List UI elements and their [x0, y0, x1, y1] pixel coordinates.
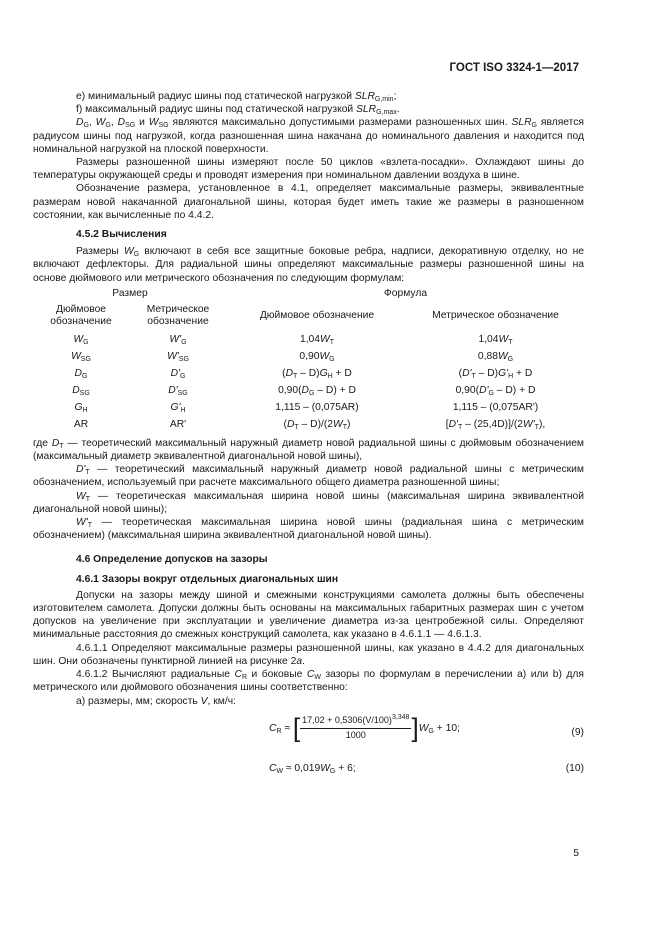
table-cell: $W'_{SG}$: [167, 350, 189, 363]
table-header-formula: Формула: [383, 288, 428, 300]
table-col-header: Дюймовое обозначение: [259, 309, 375, 321]
list-item-a: а) размеры, мм; скорость V, км/ч:: [76, 695, 236, 707]
table-cell: $1,04W_T$: [478, 333, 513, 346]
definition-dt-prime: $D'_T$ — теоретический максимальный наружный диаметр новой радиальной шины с метрическим обозначением, используемый при расчете максимального общего диаметра разношенной шины;: [33, 464, 584, 489]
table-row: [33, 331, 584, 348]
paragraph-measurement: Размеры разношенной шины измеряют после 50 циклов «взлета-посадки». Охлаждают шины до температуры окружающей среды и проводят измерения при номинальном давлении воздуха в шине.: [33, 157, 584, 182]
table-cell: 1,115 – (0,075AR'): [452, 401, 539, 413]
table-cell: $0,88W_G$: [477, 350, 514, 363]
table-cell: $0,90W_G$: [299, 350, 335, 363]
table-cell: $0,90(D'_G - D) + D$: [455, 384, 536, 397]
table-row: [33, 382, 584, 399]
table-col-header: Дюймовое обозначение: [50, 303, 112, 327]
table-cell: 1,115 – (0,075AR): [275, 401, 359, 413]
table-cell: $W_{SG}$: [71, 350, 91, 363]
paragraph-calculation: Размеры $W_G$ включают в себя все защитные боковые ребра, надписи, декоративную отделку, но не включают дефлекторы. Для радиальной шины определяют максимальные размеры разношенной шины на основе дюймового или метрического обозначения по следующим формулам:: [33, 246, 584, 284]
paragraph-designation: Обозначение размера, установленное в 4.1, определяет максимальные размеры, эквивалентные размерам новой накачанной диагональной шины, которая будет иметь такие же размеры в разношенном состоянии, как вычисленные по 4.4.2.: [33, 183, 584, 221]
table-cell: AR: [73, 418, 89, 430]
table-row: [33, 365, 584, 382]
list-item-e: e) минимальный радиус шины под статической нагрузкой $SLR_{G,min}$;: [76, 91, 397, 103]
page-body: [33, 90, 584, 784]
table-cell: $0,90(D_G - D) + D$: [278, 384, 356, 397]
list-item-f: f) максимальный радиус шины под статической нагрузкой $SLR_{G,max}$.: [76, 104, 400, 117]
table-col-header: Метрическое обозначение: [146, 303, 210, 327]
table-cell: $G_H$: [74, 401, 88, 414]
table-row: [33, 399, 584, 416]
table-cell: $(D_T - D)G_H + D$: [282, 367, 352, 380]
paragraph-4-6-1-1: 4.6.1.1 Определяют максимальные размеры разношенной шины, как указано в 4.4.2 для диагональных шин. Они обозначены пунктирной линией на рисунке 2а.: [33, 642, 584, 667]
table-cell: $D_G$: [74, 367, 88, 380]
paragraph-4-6-1-2: 4.6.1.2 Вычисляют радиальные $C_R$ и боковые $C_W$ зазоры по формулам в перечислении a) или b) для метрического или дюймового обозначения шины соответственно:: [33, 669, 585, 694]
table-cell: $W'_G$: [169, 333, 187, 346]
table-cell: $W_G$: [73, 333, 89, 346]
table-header-size: Размер: [112, 288, 148, 300]
equation-number-10: (10): [565, 762, 584, 774]
table-cell: $D_{SG}$: [72, 384, 90, 397]
table-cell: $D'_G$: [170, 367, 186, 380]
table-cell: $G'_H$: [170, 401, 186, 414]
equation-10: $C_W \approx 0,019W_G + 6$; (10): [269, 762, 584, 775]
table-cell: $D'_{SG}$: [168, 384, 188, 397]
section-heading-4-6: 4.6 Определение допусков на зазоры: [76, 554, 268, 566]
page-number: 5: [573, 848, 579, 859]
table-cell: $(D_T - D)/(2W_T)$: [283, 418, 351, 431]
section-heading-4-6-1: 4.6.1 Зазоры вокруг отдельных диагональных шин: [76, 573, 339, 585]
definitions: [33, 437, 584, 543]
formula-table: [33, 287, 584, 433]
paragraph-4-6-1: Допуски на зазоры между шиной и смежными конструкциями самолета должны быть обеспечены изготовителем самолета. Допуски должны быть основаны на максимальных габаритных размерах шин с учетом допусков на увеличение при эксплуатации и увеличение диаметра из-за центробежной силы. Определяют минимальные расстояния до смежных конструкций самолета, как указано в 4.6.1.1 — 4.6.1.3.: [33, 589, 584, 641]
definition-dt: где $D_T$ — теоретический максимальный наружный диаметр новой радиальной шины с дюймовым обозначением (максимальный диаметр эквивалентной диагональной новой шины),: [33, 437, 585, 463]
table-row: [33, 416, 584, 433]
table-cell: $[D'_T - (25,4D)]/(2W'_T)$,: [445, 418, 546, 431]
equation-number-9: (9): [571, 726, 584, 738]
table-cell: AR': [169, 418, 187, 430]
equation-9: $C_R$ ≈ [ $\frac{17,02 + 0,5306(V/100)^{3,348}}{1000}$ ]$W_G + 10$; (9): [269, 712, 584, 743]
table-col-header: Метрическое обозначение: [432, 309, 559, 321]
table-row: [33, 348, 584, 365]
table-cell: $(D'_T - D)G'_H + D$: [458, 367, 533, 380]
definition-wt-prime: $W'_T$ — теоретическая максимальная ширина новой шины (радиальная шина с метрическим обозначением) (максимальная ширина эквивалентной диагональной новой шины).: [33, 517, 584, 542]
standard-header: ГОСТ ISO 3324-1—2017: [449, 62, 579, 74]
definition-wt: $W_T$ — теоретическая максимальная ширина новой шины (максимальная ширина эквивалентной диагональной новой шины);: [33, 490, 584, 515]
paragraph-dimensions: $D_G$, $W_G$, $D_{SG}$ и $W_{SG}$ являются максимально допустимыми размерами разношенных шин. $SLR_G$ является радиусом шины под нагрузкой, когда разношенная шина накачана до номинального давления и находится под номинальной нагрузкой на плоской поверхности.: [33, 117, 584, 155]
section-heading-4-5-2: 4.5.2 Вычисления: [76, 229, 167, 241]
table-cell: $1,04W_T$: [299, 333, 335, 346]
